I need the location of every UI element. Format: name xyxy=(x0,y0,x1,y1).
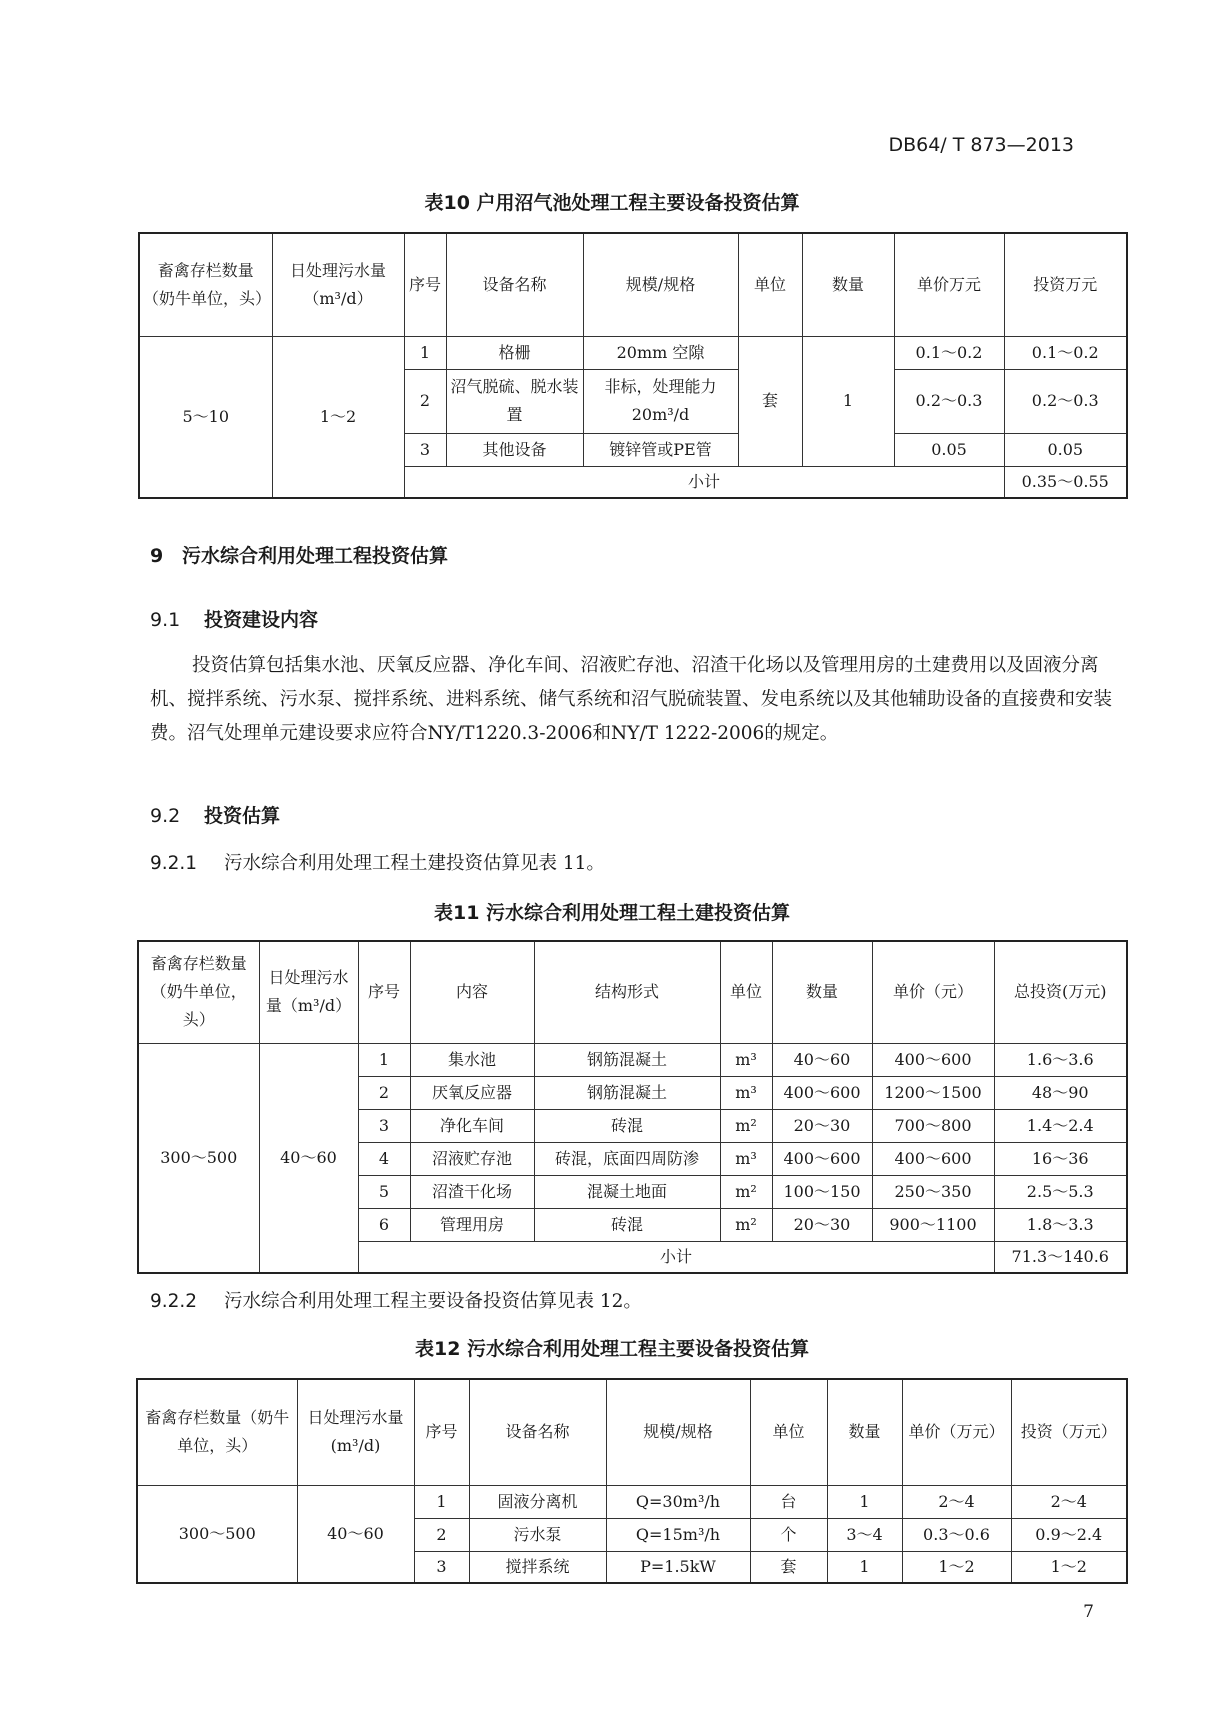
t10-r2-no: 2 xyxy=(404,369,446,433)
t11-r6-struct: 砖混 xyxy=(534,1208,720,1241)
t11-r1-name: 集水池 xyxy=(410,1043,534,1076)
section-title: 投资建设内容 xyxy=(204,609,319,631)
t10-header-no: 序号 xyxy=(404,233,446,336)
t11-r4-struct: 砖混，底面四周防渗 xyxy=(534,1142,720,1175)
table12 xyxy=(136,1378,1128,1584)
t11-r5-unit: m² xyxy=(720,1175,772,1208)
t11-r4-price: 400～600 xyxy=(872,1142,994,1175)
t12-header-name: 设备名称 xyxy=(469,1379,606,1485)
t11-r3-qty: 20～30 xyxy=(772,1109,872,1142)
t11-r3-price: 700～800 xyxy=(872,1109,994,1142)
t11-r3-unit: m² xyxy=(720,1109,772,1142)
t11-r3-total: 1.4～2.4 xyxy=(994,1109,1127,1142)
t12-header-daily: 日处理污水量(m³/d) xyxy=(297,1379,414,1485)
clause-text: 污水综合利用处理工程主要设备投资估算见表 12。 xyxy=(224,1291,642,1312)
clause-number: 9.2.1 xyxy=(150,853,198,874)
t11-r6-total: 1.8～3.3 xyxy=(994,1208,1127,1241)
t12-r3-price: 1～2 xyxy=(902,1551,1011,1583)
t12-header-no: 序号 xyxy=(414,1379,469,1485)
t12-r2-spec: Q=15m³/h xyxy=(606,1518,750,1551)
paragraph-9-2-2 xyxy=(150,1287,642,1313)
t10-r3-price: 0.05 xyxy=(894,433,1004,466)
section-title: 投资估算 xyxy=(204,805,281,827)
t10-r3-invest: 0.05 xyxy=(1004,433,1127,466)
t12-r3-invest: 1～2 xyxy=(1011,1551,1127,1583)
t12-r3-spec: P=1.5kW xyxy=(606,1551,750,1583)
table10 xyxy=(138,232,1128,499)
t11-header-daily: 日处理污水量（m³/d） xyxy=(259,941,358,1043)
t12-r1-no: 1 xyxy=(414,1485,469,1518)
t11-r1-qty: 40～60 xyxy=(772,1043,872,1076)
t11-r6-no: 6 xyxy=(358,1208,410,1241)
clause-number: 9.2.2 xyxy=(150,1291,198,1312)
t12-r2-unit: 个 xyxy=(750,1518,827,1551)
t11-r3-struct: 砖混 xyxy=(534,1109,720,1142)
t11-r4-unit: m³ xyxy=(720,1142,772,1175)
document-code: DB64/ T 873—2013 xyxy=(888,134,1074,156)
t12-r1-spec: Q=30m³/h xyxy=(606,1485,750,1518)
t10-r3-name: 其他设备 xyxy=(446,433,583,466)
t11-r2-qty: 400～600 xyxy=(772,1076,872,1109)
t10-header-name: 设备名称 xyxy=(446,233,583,336)
t12-r3-name: 搅拌系统 xyxy=(469,1551,606,1583)
t12-r1-invest: 2～4 xyxy=(1011,1485,1127,1518)
t11-r6-price: 900～1100 xyxy=(872,1208,994,1241)
t10-r1-spec: 20mm 空隙 xyxy=(583,336,738,369)
t10-header-invest: 投资万元 xyxy=(1004,233,1127,336)
t10-subtotal: 0.35～0.55 xyxy=(1004,466,1127,498)
section-9-2-heading xyxy=(150,801,280,828)
section-number: 9.1 xyxy=(150,609,181,631)
t11-r5-qty: 100～150 xyxy=(772,1175,872,1208)
t11-header-unit: 单位 xyxy=(720,941,772,1043)
t12-header-herd: 畜禽存栏数量（奶牛单位，头） xyxy=(137,1379,297,1485)
t11-r4-name: 沼液贮存池 xyxy=(410,1142,534,1175)
t10-r2-invest: 0.2～0.3 xyxy=(1004,369,1127,433)
section-9-heading xyxy=(150,541,448,568)
t12-header-qty: 数量 xyxy=(827,1379,902,1485)
t12-header-spec: 规模/规格 xyxy=(606,1379,750,1485)
table-row xyxy=(139,336,1127,369)
t10-r1-price: 0.1～0.2 xyxy=(894,336,1004,369)
t11-subtotal: 71.3～140.6 xyxy=(994,1241,1127,1273)
t10-herd: 5～10 xyxy=(139,336,272,498)
t11-r6-unit: m² xyxy=(720,1208,772,1241)
t11-r1-struct: 钢筋混凝土 xyxy=(534,1043,720,1076)
t12-r1-unit: 台 xyxy=(750,1485,827,1518)
t11-r1-unit: m³ xyxy=(720,1043,772,1076)
t12-herd: 300～500 xyxy=(137,1485,297,1583)
section-number: 9.2 xyxy=(150,805,181,827)
t11-header-qty: 数量 xyxy=(772,941,872,1043)
t11-r4-no: 4 xyxy=(358,1142,410,1175)
t10-r1-name: 格栅 xyxy=(446,336,583,369)
t10-unit: 套 xyxy=(738,336,802,466)
t12-r2-qty: 3～4 xyxy=(827,1518,902,1551)
t12-r1-qty: 1 xyxy=(827,1485,902,1518)
t12-r2-no: 2 xyxy=(414,1518,469,1551)
section-number: 9 xyxy=(150,545,164,567)
t10-subtotal-label: 小计 xyxy=(404,466,1004,498)
t11-r2-unit: m³ xyxy=(720,1076,772,1109)
t11-r2-price: 1200～1500 xyxy=(872,1076,994,1109)
t12-header-unit: 单位 xyxy=(750,1379,827,1485)
t12-r2-price: 0.3～0.6 xyxy=(902,1518,1011,1551)
t10-header-price: 单价万元 xyxy=(894,233,1004,336)
table-row xyxy=(138,1043,1127,1076)
section-9-1-heading xyxy=(150,605,318,632)
t11-r2-struct: 钢筋混凝土 xyxy=(534,1076,720,1109)
t11-r6-name: 管理用房 xyxy=(410,1208,534,1241)
t12-r3-unit: 套 xyxy=(750,1551,827,1583)
table12-caption: 表12 污水综合利用处理工程主要设备投资估算 xyxy=(414,1338,810,1360)
t11-header-herd: 畜禽存栏数量（奶牛单位，头） xyxy=(138,941,259,1043)
t11-r2-name: 厌氧反应器 xyxy=(410,1076,534,1109)
t10-header-daily: 日处理污水量（m³/d） xyxy=(272,233,404,336)
t11-r3-no: 3 xyxy=(358,1109,410,1142)
t11-subtotal-label: 小计 xyxy=(358,1241,994,1273)
t10-daily: 1～2 xyxy=(272,336,404,498)
t11-r4-total: 16～36 xyxy=(994,1142,1127,1175)
t11-r4-qty: 400～600 xyxy=(772,1142,872,1175)
table11 xyxy=(137,940,1128,1274)
t11-header-price: 单价（元） xyxy=(872,941,994,1043)
paragraph-9-2-1 xyxy=(150,849,605,875)
t10-r3-spec: 镀锌管或PE管 xyxy=(583,433,738,466)
t11-header-struct: 结构形式 xyxy=(534,941,720,1043)
t12-r3-qty: 1 xyxy=(827,1551,902,1583)
table-row xyxy=(137,1485,1127,1518)
section-title: 污水综合利用处理工程投资估算 xyxy=(182,545,449,567)
t11-r5-total: 2.5～5.3 xyxy=(994,1175,1127,1208)
t11-header-total: 总投资(万元) xyxy=(994,941,1127,1043)
table10-caption: 表10 户用沼气池处理工程主要设备投资估算 xyxy=(424,192,800,214)
paragraph-9-1: 投资估算包括集水池、厌氧反应器、净化车间、沼液贮存池、沼渣干化场以及管理用房的土建费用以及固液分离机、搅拌系统、污水泵、搅拌系统、进料系统、储气系统和沼气脱硫装置、发电系统以及其他辅助设备的直接费和安装费。沼气处理单元建设要求应符合NY/T1220.3-2006和NY/T 1222-2006的规定。 xyxy=(150,655,1113,744)
table11-caption: 表11 污水综合利用处理工程土建投资估算 xyxy=(433,902,791,924)
clause-text: 污水综合利用处理工程土建投资估算见表 11。 xyxy=(224,853,605,874)
t12-header-invest: 投资（万元） xyxy=(1011,1379,1127,1485)
t12-r2-invest: 0.9～2.4 xyxy=(1011,1518,1127,1551)
t11-r3-name: 净化车间 xyxy=(410,1109,534,1142)
t11-header-no: 序号 xyxy=(358,941,410,1043)
t11-r1-price: 400～600 xyxy=(872,1043,994,1076)
t11-r1-total: 1.6～3.6 xyxy=(994,1043,1127,1076)
t10-qty: 1 xyxy=(802,336,894,466)
t11-daily: 40～60 xyxy=(259,1043,358,1273)
t11-r6-qty: 20～30 xyxy=(772,1208,872,1241)
t11-r5-struct: 混凝土地面 xyxy=(534,1175,720,1208)
t12-r1-name: 固液分离机 xyxy=(469,1485,606,1518)
t12-r1-price: 2～4 xyxy=(902,1485,1011,1518)
t10-r1-no: 1 xyxy=(404,336,446,369)
t11-r5-price: 250～350 xyxy=(872,1175,994,1208)
t10-r2-spec: 非标，处理能力20m³/d xyxy=(583,369,738,433)
t12-r3-no: 3 xyxy=(414,1551,469,1583)
t10-r2-name: 沼气脱硫、脱水装置 xyxy=(446,369,583,433)
t11-header-content: 内容 xyxy=(410,941,534,1043)
t10-header-qty: 数量 xyxy=(802,233,894,336)
t10-r1-invest: 0.1～0.2 xyxy=(1004,336,1127,369)
t12-daily: 40～60 xyxy=(297,1485,414,1583)
t10-r3-no: 3 xyxy=(404,433,446,466)
t11-r1-no: 1 xyxy=(358,1043,410,1076)
t10-header-herd: 畜禽存栏数量（奶牛单位，头） xyxy=(139,233,272,336)
t11-r5-name: 沼渣干化场 xyxy=(410,1175,534,1208)
t10-header-unit: 单位 xyxy=(738,233,802,336)
t10-header-spec: 规模/规格 xyxy=(583,233,738,336)
t10-r2-price: 0.2～0.3 xyxy=(894,369,1004,433)
t11-herd: 300～500 xyxy=(138,1043,259,1273)
t11-r5-no: 5 xyxy=(358,1175,410,1208)
page-number: 7 xyxy=(1083,1602,1094,1622)
t11-r2-total: 48～90 xyxy=(994,1076,1127,1109)
t12-r2-name: 污水泵 xyxy=(469,1518,606,1551)
t12-header-price: 单价（万元） xyxy=(902,1379,1011,1485)
t11-r2-no: 2 xyxy=(358,1076,410,1109)
